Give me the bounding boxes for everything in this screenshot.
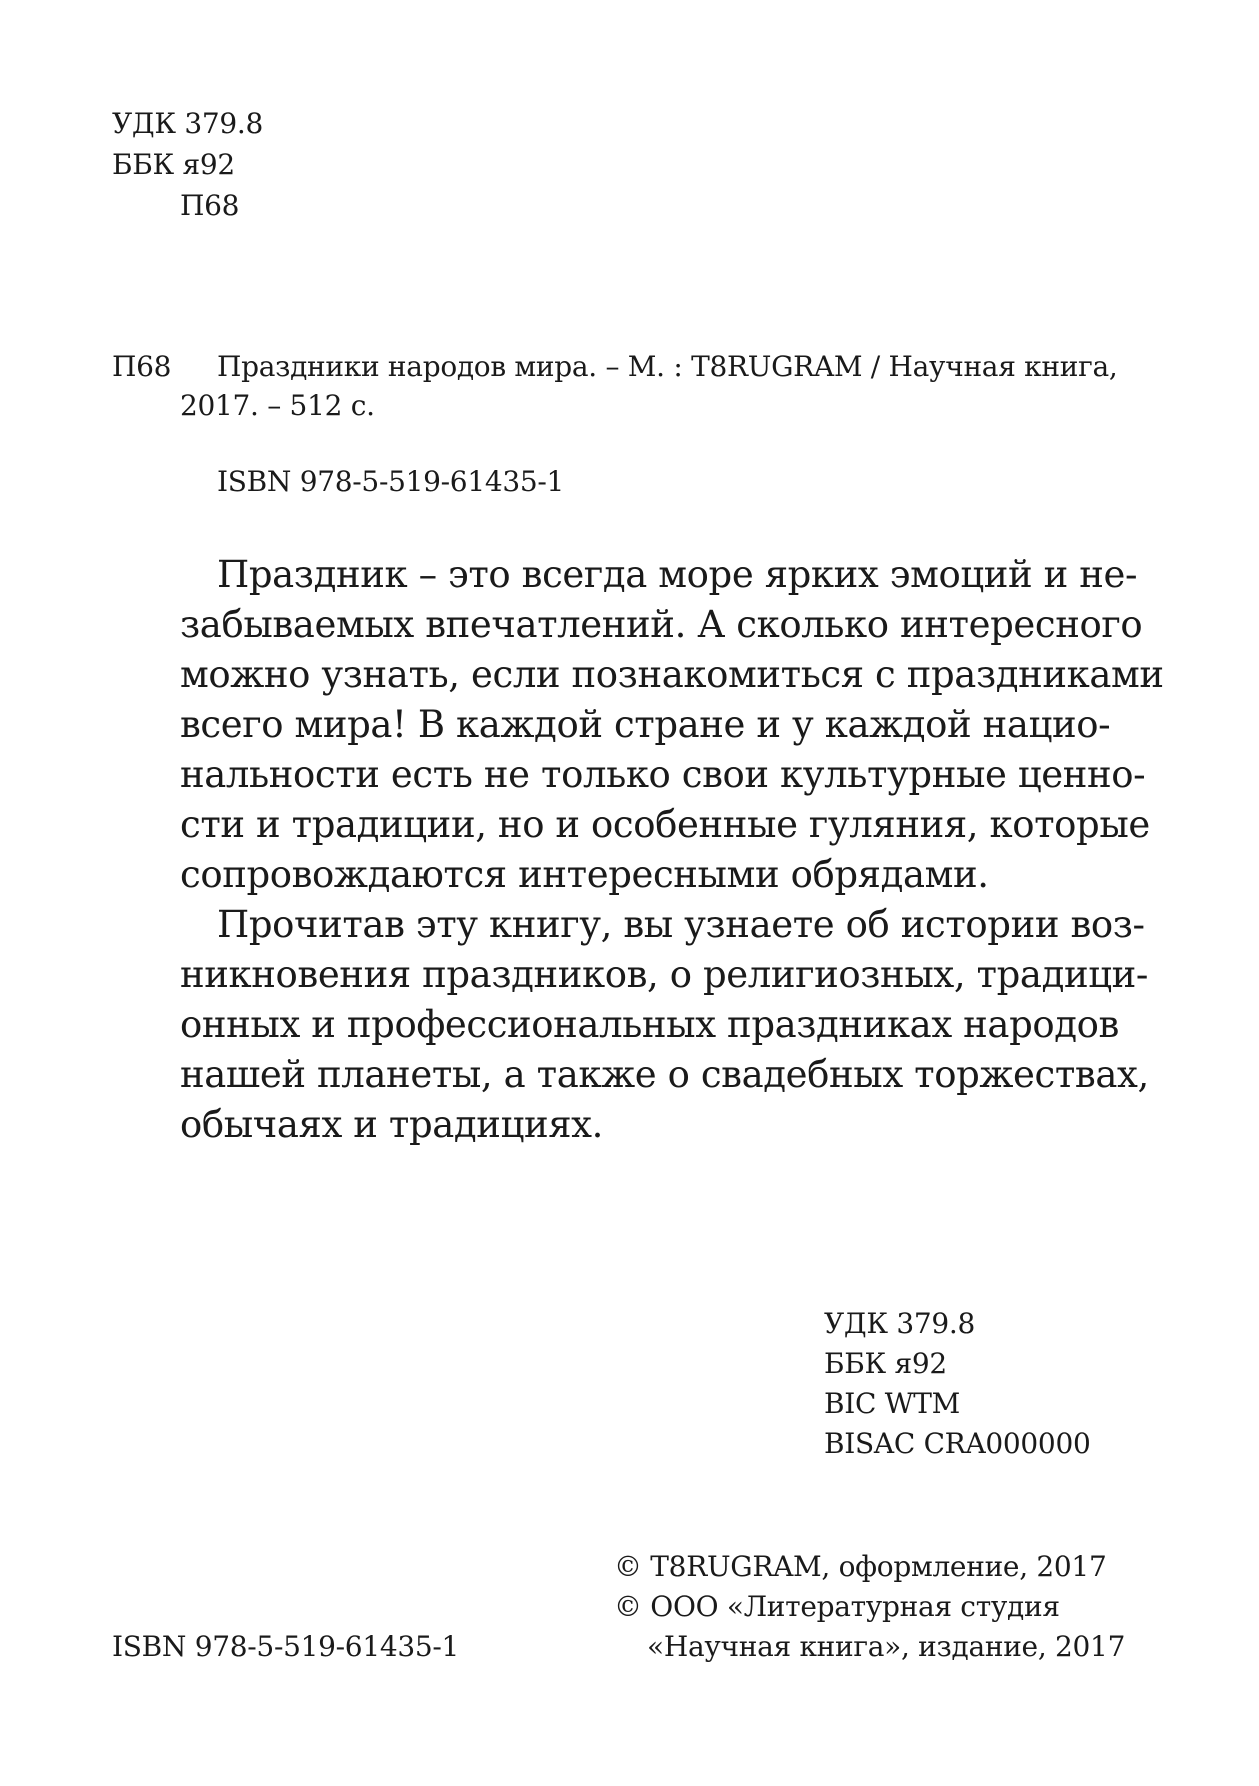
annotation-p1-line-3: можно узнать, если познакомиться с праздниками xyxy=(180,653,1164,696)
annotation-p1-line-4: всего мира! В каждой стране и у каждой нацио- xyxy=(180,703,1111,746)
bic-code: BIC WTM xyxy=(824,1387,960,1420)
copyright-line-2: © ООО «Литературная студия xyxy=(614,1590,1060,1623)
annotation-p2-line-4: нашей планеты, а также о свадебных торжествах, xyxy=(180,1053,1149,1096)
bibliographic-line-2: 2017. – 512 с. xyxy=(180,389,375,422)
udk-code-bottom: УДК 379.8 xyxy=(824,1307,976,1340)
annotation-p1-line-7: сопровождаются интересными обрядами. xyxy=(180,853,989,896)
bbk-code-bottom: ББК я92 xyxy=(824,1347,947,1380)
author-mark-top: П68 xyxy=(180,189,240,222)
annotation-p1-line-2: забываемых впечатлений. А сколько интересного xyxy=(180,603,1143,646)
bibliographic-isbn: ISBN 978-5-519-61435-1 xyxy=(217,465,565,498)
copyright-line-1: © T8RUGRAM, оформление, 2017 xyxy=(614,1550,1107,1583)
annotation-p2-line-3: онных и профессиональных праздниках народов xyxy=(180,1003,1119,1046)
bibliographic-mark: П68 xyxy=(112,350,172,383)
bisac-code: BISAC CRA000000 xyxy=(824,1427,1091,1460)
annotation-p1-line-1: Праздник – это всегда море ярких эмоций и не- xyxy=(217,553,1138,596)
annotation-p1-line-6: сти и традиции, но и особенные гуляния, которые xyxy=(180,803,1150,846)
bbk-code-top: ББК я92 xyxy=(112,148,235,181)
annotation-p2-line-5: обычаях и традициях. xyxy=(180,1103,603,1146)
annotation-p2-line-2: никновения праздников, о религиозных, традици- xyxy=(180,953,1148,996)
annotation-p2-line-1: Прочитав эту книгу, вы узнаете об истории воз- xyxy=(217,903,1145,946)
bibliographic-line-1: Праздники народов мира. – М. : T8RUGRAM / Научная книга, xyxy=(217,350,1118,383)
copyright-line-3: «Научная книга», издание, 2017 xyxy=(647,1630,1126,1663)
annotation-p1-line-5: нальности есть не только свои культурные ценно- xyxy=(180,753,1146,796)
footer-isbn: ISBN 978-5-519-61435-1 xyxy=(112,1630,460,1663)
udk-code-top: УДК 379.8 xyxy=(112,107,264,140)
